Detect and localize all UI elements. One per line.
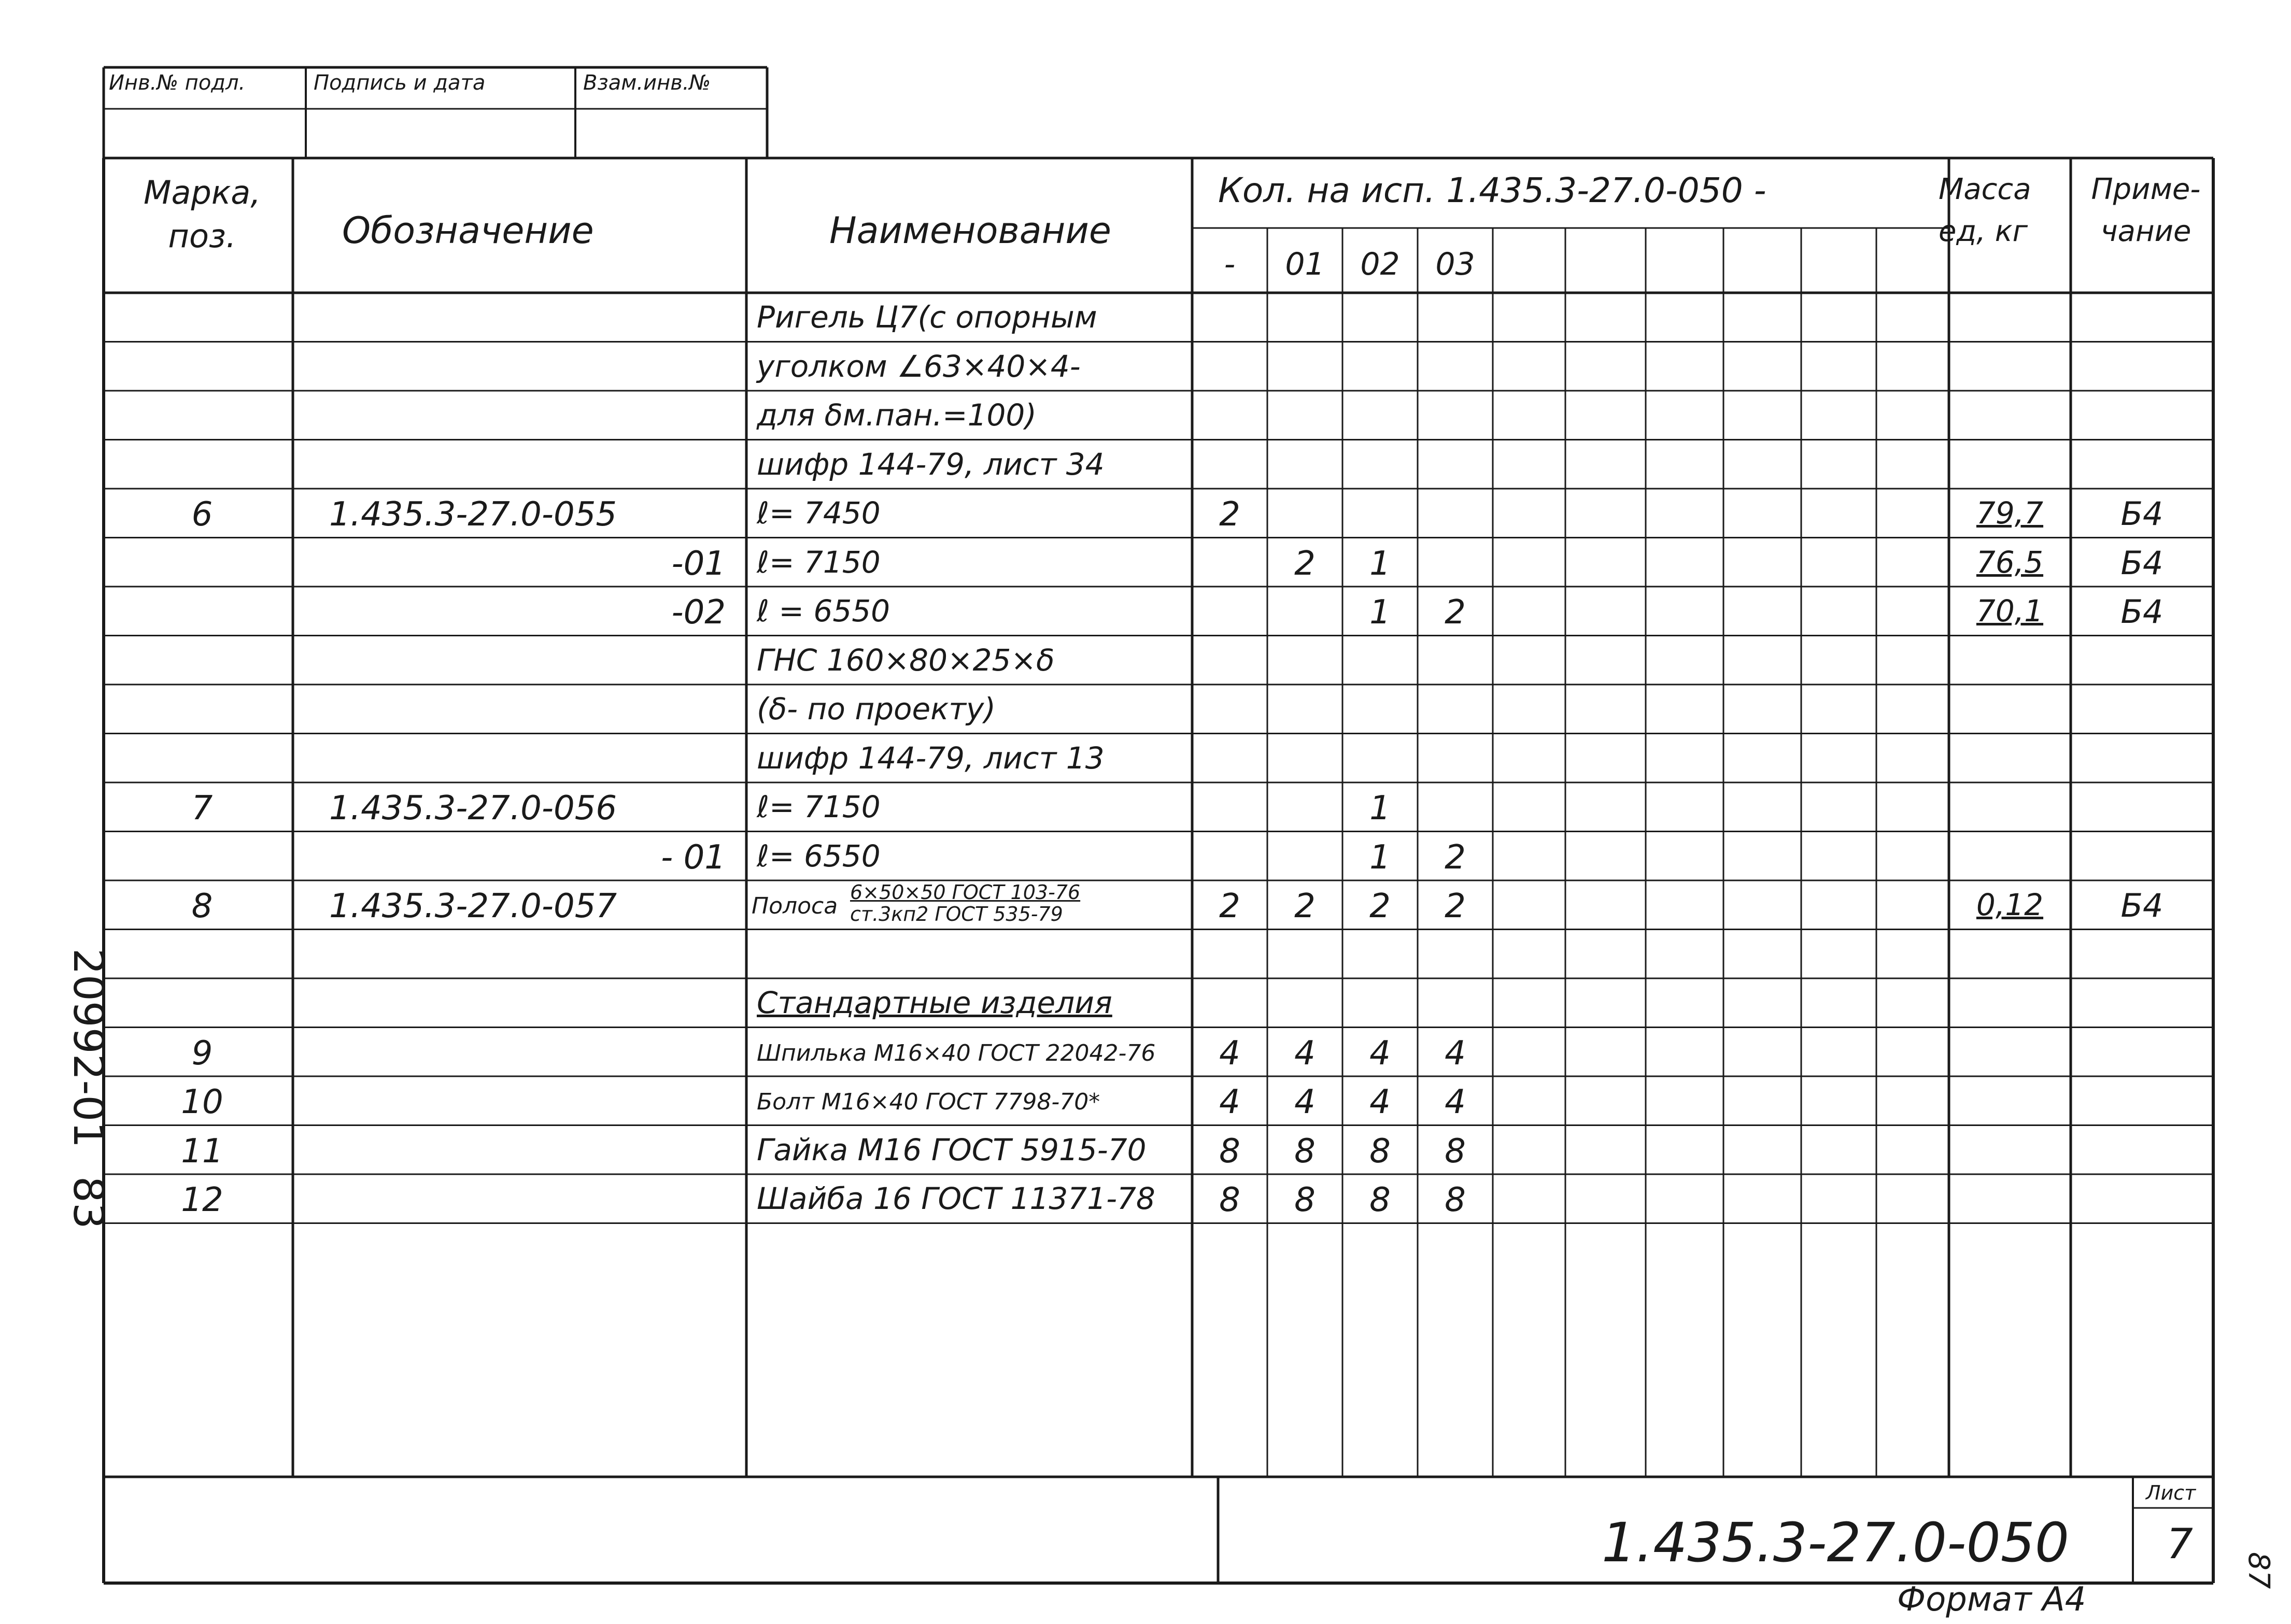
row-mark: 8	[191, 887, 213, 925]
row-mass: 70,1	[1976, 593, 2044, 629]
row-qty: 1	[1369, 838, 1391, 877]
row-qty: 2	[1445, 838, 1466, 877]
row-mark: 10	[181, 1083, 223, 1121]
row-mark: 12	[181, 1181, 223, 1219]
variant-header: 01	[1285, 246, 1325, 282]
row-qty: 1	[1369, 593, 1391, 632]
variant-header: 03	[1435, 246, 1475, 282]
row-qty: 4	[1219, 1083, 1240, 1121]
row-qty: 8	[1294, 1132, 1316, 1171]
row-name: ℓ= 6550	[757, 838, 881, 874]
row-qty: 4	[1369, 1034, 1391, 1073]
stamp-inv-no: Инв.№ подл.	[109, 71, 246, 95]
row-note: Б4	[2120, 887, 2163, 924]
row-note: Б4	[2120, 593, 2163, 631]
row-mass: 79,7	[1976, 495, 2044, 531]
row-name: шифр 144-79, лист 34	[757, 446, 1105, 482]
side-code: 20992-01	[64, 948, 112, 1148]
row-qty: 8	[1369, 1132, 1391, 1171]
row-name: Шайба 16 ГОСТ 11371-78	[757, 1181, 1155, 1216]
row-qty: 2	[1369, 887, 1391, 925]
row-name: Стандартные изделия	[757, 985, 1112, 1020]
row-name: ℓ= 7150	[757, 789, 881, 824]
row-qty: 1	[1369, 789, 1391, 828]
corner-number: 87	[2242, 1552, 2275, 1589]
row-name: (δ- по проекту)	[757, 691, 996, 726]
row-qty: 2	[1294, 544, 1316, 583]
row-name: для δм.пан.=100)	[757, 397, 1037, 433]
row-designation: -02	[671, 593, 726, 632]
row-name-top: 6×50×50 ГОСТ 103-76	[850, 881, 1081, 904]
row-qty: 8	[1445, 1132, 1466, 1171]
variant-header: 02	[1360, 246, 1400, 282]
row-mark: 9	[191, 1034, 213, 1073]
format-label: Формат А4	[1897, 1580, 2086, 1619]
row-qty: 4	[1445, 1083, 1466, 1121]
row-qty: 2	[1445, 593, 1466, 632]
header-name: Наименование	[829, 209, 1111, 252]
row-designation: -01	[671, 544, 726, 583]
row-mark: 11	[181, 1132, 223, 1171]
row-qty: 2	[1445, 887, 1466, 925]
title-sheet-label: Лист	[2146, 1481, 2196, 1504]
row-qty: 2	[1219, 887, 1240, 925]
row-name: Полоса	[752, 893, 838, 919]
row-name: ℓ= 7450	[757, 495, 881, 531]
row-mass: 0,12	[1976, 887, 2044, 922]
row-qty: 4	[1294, 1034, 1316, 1073]
row-name: ГНС 160×80×25×δ	[757, 642, 1055, 678]
row-name: Шпилька М16×40 ГОСТ 22042-76	[757, 1039, 1156, 1066]
row-designation: 1.435.3-27.0-056	[329, 789, 617, 828]
row-designation: 1.435.3-27.0-057	[329, 887, 617, 925]
row-name: уголком ∠63×40×4-	[757, 348, 1081, 384]
title-document-number: 1.435.3-27.0-050	[1602, 1511, 2070, 1574]
row-qty: 2	[1219, 495, 1240, 534]
row-qty: 8	[1369, 1181, 1391, 1219]
row-name: Болт М16×40 ГОСТ 7798-70*	[757, 1089, 1100, 1115]
row-name: шифр 144-79, лист 13	[757, 740, 1105, 776]
row-qty: 8	[1219, 1181, 1240, 1219]
row-name: Ригель Ц7(с опорным	[757, 300, 1097, 335]
row-qty: 4	[1445, 1034, 1466, 1073]
variant-header: -	[1224, 246, 1236, 282]
row-name: ℓ = 6550	[757, 593, 890, 629]
row-name: Гайка М16 ГОСТ 5915-70	[757, 1132, 1147, 1167]
row-name: ℓ= 7150	[757, 544, 881, 580]
title-sheet-number: 7	[2167, 1520, 2193, 1568]
row-mark: 7	[191, 789, 213, 828]
row-mass: 76,5	[1976, 544, 2044, 580]
row-note: Б4	[2120, 544, 2163, 582]
row-qty: 2	[1294, 887, 1316, 925]
stamp-replace-inv: Взам.инв.№	[583, 71, 711, 95]
header-designation: Обозначение	[342, 209, 594, 252]
row-designation: - 01	[661, 838, 726, 877]
header-mass: Масса ед, кг	[1939, 173, 2031, 249]
row-qty: 1	[1369, 544, 1391, 583]
row-qty: 4	[1219, 1034, 1240, 1073]
header-note: Приме- чание	[2091, 173, 2201, 249]
row-qty: 4	[1369, 1083, 1391, 1121]
stamp-signature-date: Подпись и дата	[314, 71, 486, 95]
row-qty: 8	[1445, 1181, 1466, 1219]
row-name-bottom: ст.3кп2 ГОСТ 535-79	[850, 903, 1063, 925]
side-page: 83	[64, 1176, 112, 1229]
header-mark: Марка, поз.	[144, 174, 261, 255]
row-qty: 8	[1294, 1181, 1316, 1219]
row-qty: 8	[1219, 1132, 1240, 1171]
row-qty: 4	[1294, 1083, 1316, 1121]
row-designation: 1.435.3-27.0-055	[329, 495, 617, 534]
header-qty-title: Кол. на исп. 1.435.3-27.0-050 -	[1218, 170, 1766, 210]
row-note: Б4	[2120, 495, 2163, 533]
row-mark: 6	[191, 495, 213, 534]
